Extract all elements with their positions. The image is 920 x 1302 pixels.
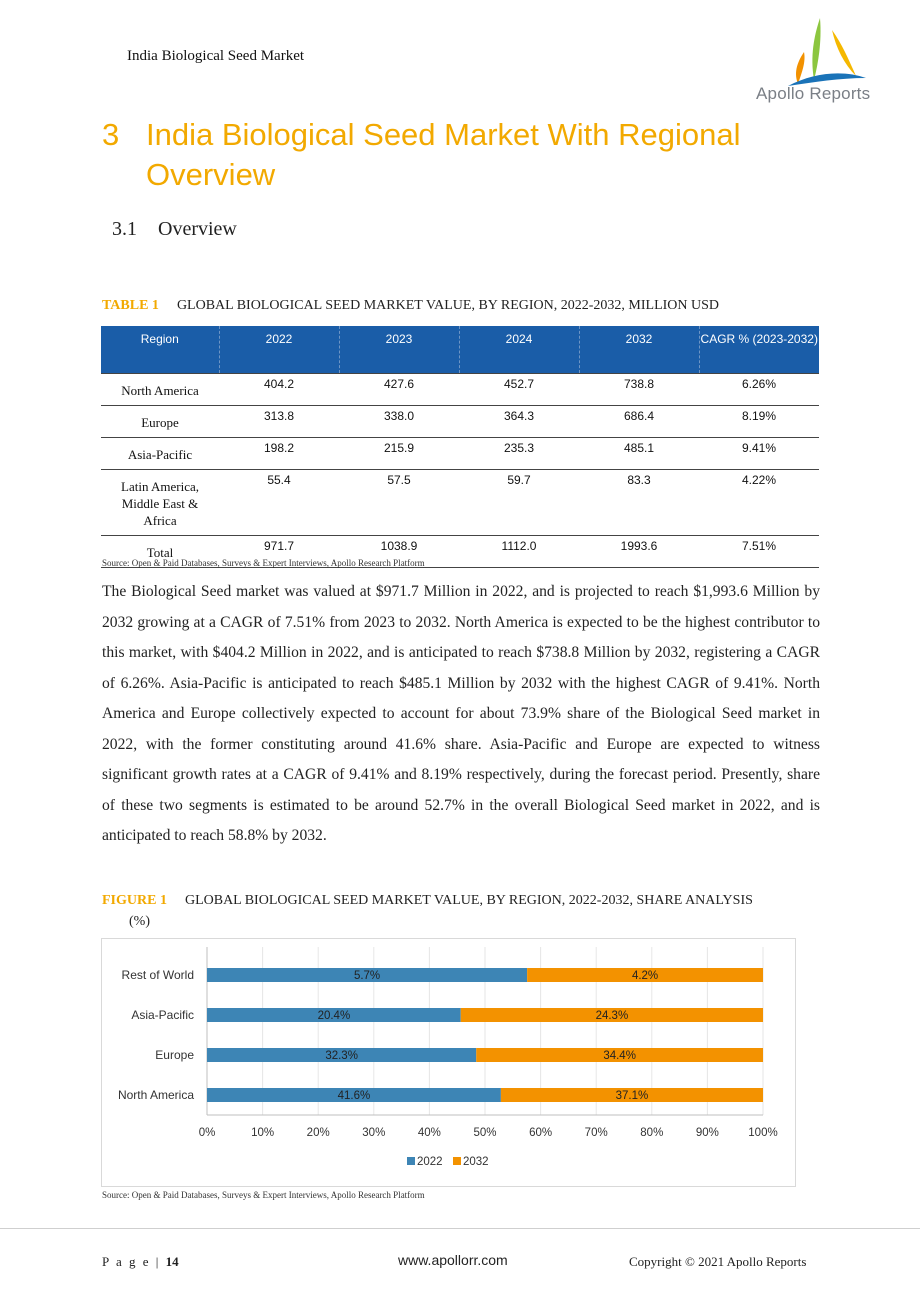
table-cell-region: Latin America, Middle East & Africa (101, 470, 219, 536)
table-cell-region: Total (101, 536, 219, 568)
category-label: Rest of World (121, 968, 194, 982)
data-label: 4.2% (631, 970, 659, 982)
column-header: 2023 (339, 326, 459, 374)
legend-label: 2032 (463, 1156, 489, 1168)
table-cell: 686.4 (579, 406, 699, 438)
page-label: P a g e | (102, 1254, 161, 1269)
table-caption (102, 298, 719, 314)
category-label: Asia-Pacific (131, 1008, 194, 1022)
table-cell: 59.7 (459, 470, 579, 536)
x-tick-label: 0% (198, 1127, 216, 1139)
footer-divider (0, 1228, 920, 1229)
table-cell: 1038.9 (339, 536, 459, 568)
data-label: 32.3% (325, 1050, 358, 1062)
table-cell: 83.3 (579, 470, 699, 536)
table-label: TABLE 1 (102, 298, 159, 313)
table-cell: 364.3 (459, 406, 579, 438)
table-cell: 338.0 (339, 406, 459, 438)
website-link[interactable]: www.apollorr.com (398, 1252, 508, 1268)
x-tick-label: 90% (695, 1127, 719, 1139)
x-tick-label: 20% (306, 1127, 330, 1139)
overview-paragraph: The Biological Seed market was valued at $971.7 Million in 2022, and is projected to reach $1,993.6 Million by 2032 growing at a CAGR of 7.51% from 2023 to 2032. North America is expected to be the highest contributor to this market, with $404.2 Million in 2022, and is anticipated to reach $738.8 Million by 2032, registering a CAGR of 6.26%. Asia-Pacific is anticipated to reach $485.1 Million by 2032 with the highest CAGR of 9.41%. North America and Europe collectively expected to account for about 73.9% share of the Biological Seed market in 2022, with the former constituting around 41.6% share. Asia-Pacific and Europe are expected to witness significant growth rates at a CAGR of 9.41% and 8.19% respectively, during the forecast period. Presently, share of these two segments is estimated to be around 52.7% in the overall Biological Seed market in 2022, and is anticipated to reach 58.8% by 2032. (102, 583, 820, 844)
table-cell: 198.2 (219, 438, 339, 470)
table-cell: 404.2 (219, 374, 339, 406)
table-cell: 452.7 (459, 374, 579, 406)
data-label: 37.1% (615, 1090, 649, 1102)
table-row (101, 374, 819, 406)
table-row (101, 406, 819, 438)
legend-swatch (453, 1157, 461, 1165)
running-header: India Biological Seed Market (127, 48, 305, 64)
table-cell: 6.26% (699, 374, 819, 406)
data-label: 24.3% (595, 1010, 629, 1022)
table-cell: 4.22% (699, 470, 819, 536)
x-tick-label: 30% (362, 1127, 386, 1139)
section-number: 3.1 (112, 218, 137, 240)
figure-caption-unit: (%) (129, 914, 150, 929)
table-cell-region: Asia-Pacific (101, 438, 219, 470)
table-cell-region: Europe (101, 406, 219, 438)
table-cell: 7.51% (699, 536, 819, 568)
table-cell: 8.19% (699, 406, 819, 438)
figure-caption (102, 890, 822, 932)
x-tick-label: 40% (417, 1127, 441, 1139)
legend-swatch (407, 1157, 415, 1165)
table-cell: 971.7 (219, 536, 339, 568)
table-cell: 427.6 (339, 374, 459, 406)
table-cell-region: North America (101, 374, 219, 406)
table-cell: 57.5 (339, 470, 459, 536)
column-header: CAGR % (2023-2032) (699, 326, 819, 374)
table-cell: 1993.6 (579, 536, 699, 568)
table-cell: 55.4 (219, 470, 339, 536)
copyright-notice: Copyright © 2021 Apollo Reports (629, 1254, 807, 1269)
logo-text: Apollo Reports (756, 84, 871, 103)
chapter-number: 3 (102, 117, 120, 152)
table-cell: 215.9 (339, 438, 459, 470)
table-cell: 235.3 (459, 438, 579, 470)
column-header: 2022 (219, 326, 339, 374)
page-number-value: 14 (165, 1254, 179, 1269)
section-title: Overview (158, 218, 237, 240)
figure-caption-text: GLOBAL BIOLOGICAL SEED MARKET VALUE, BY REGION, 2022-2032, SHARE ANALYSIS (184, 893, 753, 908)
page-number (102, 1254, 179, 1270)
data-label: 34.4% (603, 1050, 636, 1062)
x-tick-label: 50% (473, 1127, 497, 1139)
data-label: 41.6% (337, 1090, 371, 1102)
column-header: Region (101, 326, 219, 374)
column-header: 2024 (459, 326, 579, 374)
data-label: 20.4% (317, 1010, 351, 1022)
table-cell: 738.8 (579, 374, 699, 406)
table-source-note: Source: Open & Paid Databases, Surveys & Expert Interviews, Apollo Research Platform (102, 558, 425, 568)
data-label: 5.7% (353, 970, 381, 982)
column-header: 2032 (579, 326, 699, 374)
table-cell: 485.1 (579, 438, 699, 470)
market-value-table (101, 326, 819, 568)
table-row (101, 470, 819, 536)
table-caption-text: GLOBAL BIOLOGICAL SEED MARKET VALUE, BY REGION, 2022-2032, MILLION USD (176, 298, 720, 313)
x-tick-label: 100% (748, 1127, 778, 1139)
x-tick-label: 80% (640, 1127, 664, 1139)
category-label: North America (117, 1088, 194, 1102)
x-tick-label: 10% (251, 1127, 275, 1139)
figure-label: FIGURE 1 (102, 893, 167, 908)
table-cell: 1112.0 (459, 536, 579, 568)
table-row (101, 438, 819, 470)
x-tick-label: 60% (529, 1127, 553, 1139)
table-cell: 313.8 (219, 406, 339, 438)
legend-label: 2022 (417, 1156, 443, 1168)
table-header-row (101, 326, 819, 374)
chart-svg (102, 939, 795, 1186)
chapter-title: India Biological Seed Market With Regional Overview (146, 117, 741, 192)
x-tick-label: 70% (584, 1127, 608, 1139)
table-cell: 9.41% (699, 438, 819, 470)
category-label: Europe (155, 1048, 194, 1062)
figure-source-note: Source: Open & Paid Databases, Surveys & Expert Interviews, Apollo Research Platform (102, 1190, 425, 1200)
share-analysis-chart (101, 938, 796, 1187)
